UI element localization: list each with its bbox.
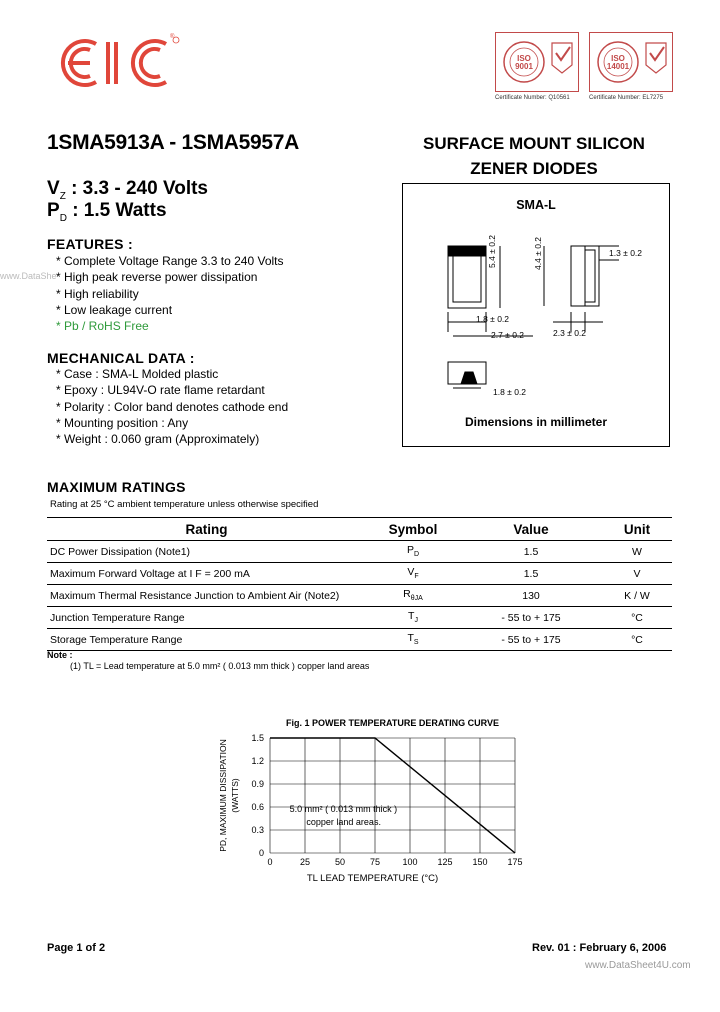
value-cell: - 55 to + 175 xyxy=(460,607,602,629)
iso-14001-badge xyxy=(589,32,673,92)
list-item-rohs: * Pb / RoHS Free xyxy=(56,319,149,334)
list-item: * Polarity : Color band denotes cathode end xyxy=(56,399,289,414)
iso-9001-label: ISO 9001 xyxy=(515,54,533,71)
dim-bottom: 1.8 ± 0.2 xyxy=(493,387,527,397)
package-name: SMA-L xyxy=(516,198,556,212)
doc-title: SURFACE MOUNT SILICON ZENER DIODES xyxy=(423,134,645,178)
symbol-cell: $T_S$ xyxy=(366,629,460,651)
note-text: (1) TL = Lead temperature at 5.0 mm² ( 0.013 mm thick ) copper land areas xyxy=(70,661,370,671)
package-drawing xyxy=(402,183,670,447)
col-rating: Rating xyxy=(47,518,366,541)
unit-cell: W xyxy=(602,541,672,563)
vz-spec: $V_Z$ : 3.3 - 240 Volts xyxy=(47,178,209,202)
dim-length: 5.4 ± 0.2 xyxy=(487,234,497,268)
x-tick-label: 75 xyxy=(369,857,381,867)
ratings-subheading: Rating at 25 °C ambient temperature unless otherwise specified xyxy=(50,499,319,510)
list-item: * High peak reverse power dissipation xyxy=(56,270,258,285)
dim-height: 4.4 ± 0.2 xyxy=(533,236,543,270)
mechanical-heading: MECHANICAL DATA : xyxy=(47,350,195,366)
table-row xyxy=(47,607,672,629)
list-item: * Case : SMA-L Molded plastic xyxy=(56,367,219,381)
package-outline xyxy=(403,184,669,446)
rating-cell: Storage Temperature Range xyxy=(47,629,366,651)
col-value: Value xyxy=(460,518,602,541)
x-tick-label: 50 xyxy=(334,857,346,867)
features-heading: FEATURES : xyxy=(47,236,133,252)
derating-chart xyxy=(210,728,540,888)
list-item: * Complete Voltage Range 3.3 to 240 Volts xyxy=(56,254,284,268)
x-tick-label: 150 xyxy=(472,857,488,867)
chart-title: Fig. 1 POWER TEMPERATURE DERATING CURVE xyxy=(285,718,499,728)
table-row xyxy=(47,629,672,651)
y-tick-label: 1.5 xyxy=(251,733,264,743)
unit-cell: V xyxy=(602,563,672,585)
mechanical-list xyxy=(56,366,288,447)
dim-lead-height: 1.3 ± 0.2 xyxy=(609,248,643,258)
registered-mark: ® xyxy=(170,34,175,40)
x-tick-label: 25 xyxy=(299,857,311,867)
chart-annotation: 5.0 mm² ( 0.013 mm thick ) xyxy=(289,804,398,814)
unit-cell: °C xyxy=(602,607,672,629)
iso-14001-label: ISO 14001 xyxy=(606,54,630,71)
cert-caption-9001: Certificate Number: Q10561 xyxy=(495,95,570,101)
symbol-cell: $P_D$ xyxy=(366,541,460,563)
y-axis-label: (WATTS) xyxy=(230,778,240,813)
list-item: * Mounting position : Any xyxy=(56,415,189,430)
page-number: Page 1 of 2 xyxy=(47,942,106,954)
cert-caption-14001: Certificate Number: EL7275 xyxy=(589,95,664,101)
table-row xyxy=(47,541,672,563)
x-tick-label: 175 xyxy=(507,857,523,867)
value-cell: - 55 to + 175 xyxy=(460,629,602,651)
table-row xyxy=(47,563,672,585)
ratings-table xyxy=(47,517,672,651)
value-cell: 1.5 xyxy=(460,563,602,585)
y-tick-label: 0 xyxy=(258,848,264,858)
symbol-cell: $V_F$ xyxy=(366,563,460,585)
dims-caption: Dimensions in millimeter xyxy=(464,415,608,429)
chart-annotation: copper land areas. xyxy=(306,817,381,827)
y-tick-label: 0.9 xyxy=(251,779,264,789)
unit-cell: °C xyxy=(602,629,672,651)
symbol-cell: $T_J$ xyxy=(366,607,460,629)
x-tick-label: 125 xyxy=(437,857,453,867)
dim-side-width: 2.3 ± 0.2 xyxy=(553,328,587,338)
revision: Rev. 01 : February 6, 2006 xyxy=(532,942,667,954)
x-axis-label: TL LEAD TEMPERATURE (°C) xyxy=(306,873,439,884)
y-tick-label: 0.3 xyxy=(251,825,264,835)
eic-logo xyxy=(60,32,185,94)
pd-spec: $P_D$ : 1.5 Watts xyxy=(47,200,167,224)
y-axis-label: PD, MAXIMUM DISSIPATION xyxy=(218,739,228,852)
value-cell: 130 xyxy=(460,585,602,607)
list-item: * Low leakage current xyxy=(56,302,173,317)
list-item: * Epoxy : UL94V-O rate flame retardant xyxy=(56,383,265,398)
table-row xyxy=(47,585,672,607)
list-item: * High reliability xyxy=(56,286,139,301)
part-number-range: 1SMA5913A - 1SMA5957A xyxy=(47,131,300,154)
col-symbol: Symbol xyxy=(366,518,460,541)
rating-cell: DC Power Dissipation (Note1) xyxy=(47,541,366,563)
ratings-heading: MAXIMUM RATINGS xyxy=(47,479,186,495)
symbol-cell: $R_{\theta JA}$ xyxy=(366,585,460,607)
note-label: Note : xyxy=(47,650,73,660)
unit-cell: K / W xyxy=(602,585,672,607)
x-tick-label: 0 xyxy=(267,857,273,867)
rating-cell: Maximum Forward Voltage at I F = 200 mA xyxy=(47,563,366,585)
series-line-derating xyxy=(270,738,515,853)
watermark-right: www.DataSheet4U.com xyxy=(585,960,691,971)
col-unit: Unit xyxy=(602,518,672,541)
list-item: * Weight : 0.060 gram (Approximately) xyxy=(56,432,260,447)
watermark-left: www.DataShe xyxy=(0,271,57,281)
dim-width: 1.8 ± 0.2 xyxy=(476,314,510,324)
rating-cell: Maximum Thermal Resistance Junction to Ambient Air (Note2) xyxy=(47,585,366,607)
y-tick-label: 0.6 xyxy=(251,802,264,812)
table-header-row xyxy=(47,518,672,541)
y-tick-label: 1.2 xyxy=(251,756,264,766)
dim-total-width: 2.7 ± 0.2 xyxy=(491,330,525,340)
x-tick-label: 100 xyxy=(402,857,418,867)
rating-cell: Junction Temperature Range xyxy=(47,607,366,629)
iso-9001-badge xyxy=(495,32,579,92)
features-list xyxy=(56,253,284,334)
value-cell: 1.5 xyxy=(460,541,602,563)
